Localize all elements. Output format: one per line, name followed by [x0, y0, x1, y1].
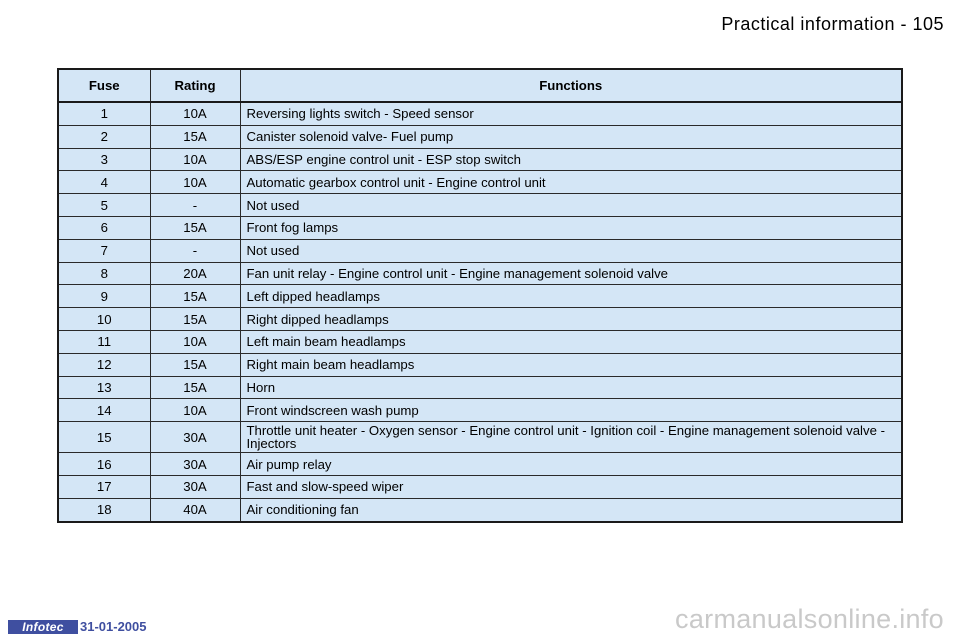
- table-body: [58, 102, 902, 522]
- rating-cell: 15A: [150, 308, 240, 331]
- table-row: [58, 285, 902, 308]
- fuse-number-cell: 10: [58, 308, 150, 331]
- function-cell: Canister solenoid valve- Fuel pump: [240, 125, 902, 148]
- column-header-functions: Functions: [240, 69, 902, 102]
- rating-cell: 10A: [150, 171, 240, 194]
- function-cell: Left dipped headlamps: [240, 285, 902, 308]
- table-row: [58, 262, 902, 285]
- fuse-number-cell: 7: [58, 239, 150, 262]
- footer-date: 31-01-2005: [80, 619, 147, 634]
- function-cell: Fast and slow-speed wiper: [240, 475, 902, 498]
- rating-cell: 10A: [150, 148, 240, 171]
- function-cell: Automatic gearbox control unit - Engine control unit: [240, 171, 902, 194]
- fuse-number-cell: 8: [58, 262, 150, 285]
- column-header-fuse: Fuse: [58, 69, 150, 102]
- table-row: [58, 216, 902, 239]
- table-row: [58, 308, 902, 331]
- function-cell: Horn: [240, 376, 902, 399]
- table-row: [58, 376, 902, 399]
- function-cell: Fan unit relay - Engine control unit - Engine management solenoid valve: [240, 262, 902, 285]
- fuse-number-cell: 5: [58, 194, 150, 217]
- fuse-number-cell: 14: [58, 399, 150, 422]
- table-row: [58, 102, 902, 125]
- table-row: [58, 422, 902, 453]
- fuse-number-cell: 2: [58, 125, 150, 148]
- table-row: [58, 239, 902, 262]
- fuse-number-cell: 13: [58, 376, 150, 399]
- table-row: [58, 498, 902, 521]
- table-header-row: [58, 69, 902, 102]
- fuse-number-cell: 15: [58, 422, 150, 453]
- table-row: [58, 194, 902, 217]
- fuse-number-cell: 12: [58, 353, 150, 376]
- rating-cell: 15A: [150, 216, 240, 239]
- rating-cell: 40A: [150, 498, 240, 521]
- table-row: [58, 399, 902, 422]
- function-cell: Air pump relay: [240, 453, 902, 476]
- fuse-number-cell: 16: [58, 453, 150, 476]
- table-row: [58, 453, 902, 476]
- fuse-number-cell: 17: [58, 475, 150, 498]
- table-row: [58, 475, 902, 498]
- table-row: [58, 125, 902, 148]
- function-cell: Reversing lights switch - Speed sensor: [240, 102, 902, 125]
- infotec-logo: Infotec: [8, 620, 78, 634]
- fuse-table: [57, 68, 903, 523]
- table-row: [58, 330, 902, 353]
- rating-cell: 30A: [150, 475, 240, 498]
- rating-cell: 15A: [150, 285, 240, 308]
- rating-cell: 30A: [150, 422, 240, 453]
- fuse-number-cell: 11: [58, 330, 150, 353]
- rating-cell: 15A: [150, 353, 240, 376]
- rating-cell: 10A: [150, 102, 240, 125]
- fuse-number-cell: 6: [58, 216, 150, 239]
- fuse-number-cell: 9: [58, 285, 150, 308]
- page-title: Practical information - 105: [721, 14, 944, 34]
- function-cell: Front fog lamps: [240, 216, 902, 239]
- function-cell: Right dipped headlamps: [240, 308, 902, 331]
- table-row: [58, 171, 902, 194]
- rating-cell: 30A: [150, 453, 240, 476]
- function-cell: Not used: [240, 239, 902, 262]
- function-cell: Air conditioning fan: [240, 498, 902, 521]
- fuse-number-cell: 1: [58, 102, 150, 125]
- rating-cell: 10A: [150, 399, 240, 422]
- function-cell: Right main beam headlamps: [240, 353, 902, 376]
- function-cell: Left main beam headlamps: [240, 330, 902, 353]
- table-row: [58, 353, 902, 376]
- rating-cell: 15A: [150, 125, 240, 148]
- column-header-rating: Rating: [150, 69, 240, 102]
- function-cell: Throttle unit heater - Oxygen sensor - Engine control unit - Ignition coil - Engine management solenoid valve - Injectors: [240, 422, 902, 453]
- rating-cell: 20A: [150, 262, 240, 285]
- rating-cell: 10A: [150, 330, 240, 353]
- rating-cell: 15A: [150, 376, 240, 399]
- fuse-number-cell: 4: [58, 171, 150, 194]
- function-cell: Not used: [240, 194, 902, 217]
- rating-cell: -: [150, 239, 240, 262]
- rating-cell: -: [150, 194, 240, 217]
- fuse-number-cell: 3: [58, 148, 150, 171]
- function-cell: ABS/ESP engine control unit - ESP stop switch: [240, 148, 902, 171]
- fuse-number-cell: 18: [58, 498, 150, 521]
- table-row: [58, 148, 902, 171]
- watermark: carmanualsonline.info: [675, 604, 944, 634]
- function-cell: Front windscreen wash pump: [240, 399, 902, 422]
